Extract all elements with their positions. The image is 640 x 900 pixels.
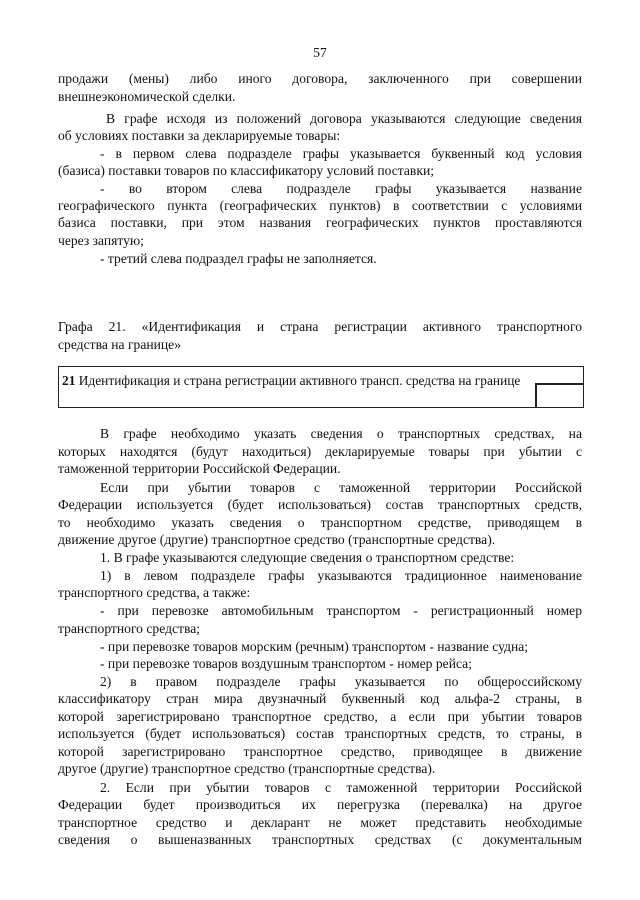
text-line: Федерации будет производиться их перегрузка (перевалка) на другое — [58, 797, 582, 812]
text-line: - при перевозке товаров морским (речным) транспортом - название судна; — [100, 639, 529, 654]
text-line: транспортное средство и декларант не может представить необходимые — [58, 815, 582, 830]
section-heading: средства на границе» — [58, 337, 182, 352]
text-line: Если при убытии товаров с таможенной территории Российской — [100, 480, 582, 495]
text-line: транспортного средства, а также: — [58, 585, 251, 600]
text-line: сведения о вышеназванных транспортных средствах (с документальным — [58, 832, 582, 847]
text-line: другое (другие) транспортное средство (транспортные средства). — [58, 761, 436, 776]
text-line: то необходимо указать сведения о транспортном средстве, приводящем в — [58, 515, 582, 530]
text-line: 1) в левом подразделе графы указываются традиционное наименование — [100, 568, 582, 583]
text-line: - при перевозке товаров воздушным транспортом - номер рейса; — [100, 656, 472, 671]
text-line: базиса поставки, при этом названия географических пунктов проставляются — [58, 215, 582, 230]
text-line: 2. Если при убытии товаров с таможенной территории Российской — [100, 780, 582, 795]
form-field-label — [62, 373, 520, 389]
text-line: - третий слева подраздел графы не заполняется. — [100, 251, 377, 266]
text-line: об условиях поставки за декларируемые товары: — [58, 128, 341, 143]
form-field-number: 21 — [62, 373, 76, 388]
text-line: через запятую; — [58, 233, 144, 248]
text-line: географического пункта (географических пунктов) в соответствии с условиями — [58, 198, 582, 213]
text-line: таможенной территории Российской Федерации. — [58, 461, 341, 476]
form-field-cell — [535, 383, 584, 408]
text-line: классификатору стран мира двузначный буквенный код альфа-2 страны, в — [58, 691, 582, 706]
text-line: (базиса) поставки товаров по классификатору условий поставки; — [58, 163, 435, 178]
text-line: 2) в правом подразделе графы указывается по общероссийскому — [100, 674, 582, 689]
text-line: внешнеэкономической сделки. — [58, 89, 236, 104]
text-line: Федерации используется (будет использоваться) состав транспортных средств, — [58, 497, 582, 512]
text-line: которых находятся (будут находиться) декларируемые товары при убытии с — [58, 444, 582, 459]
section-heading: Графа 21. «Идентификация и страна регистрации активного транспортного — [58, 319, 582, 334]
form-field-title: Идентификация и страна регистрации активного трансп. средства на границе — [78, 373, 521, 388]
text-line: которой зарегистрировано транспортное средство, а если при убытии товаров — [58, 709, 582, 724]
text-line: 1. В графе указываются следующие сведения о транспортном средстве: — [100, 550, 515, 565]
text-line: - в первом слева подразделе графы указывается буквенный код условия — [100, 146, 582, 161]
text-line: В графе исходя из положений договора указываются следующие сведения — [106, 111, 582, 126]
page-number: 57 — [313, 45, 327, 60]
text-line: транспортного средства; — [58, 621, 201, 636]
text-line: которой зарегистрировано транспортное средство, приводящее в движение — [58, 744, 582, 759]
text-line: В графе необходимо указать сведения о транспортных средствах, на — [100, 426, 582, 441]
text-line: - во втором слева подразделе графы указывается название — [100, 181, 582, 196]
form-field-sample — [58, 366, 584, 408]
text-line: - при перевозке автомобильным транспортом - регистрационный номер — [100, 603, 582, 618]
text-line: используется (будет использоваться) состав транспортных средств, то страны, в — [58, 726, 582, 741]
text-line: движение другое (другие) транспортное средство (транспортные средства). — [58, 532, 496, 547]
text-line: продажи (мены) либо иного договора, заключенного при совершении — [58, 71, 582, 86]
